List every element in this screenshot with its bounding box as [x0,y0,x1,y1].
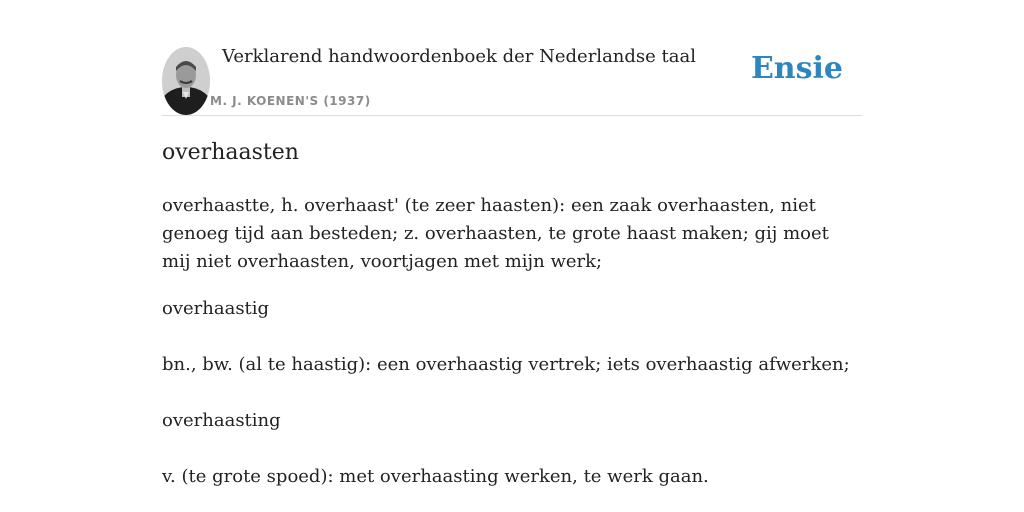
book-subtitle: M. J. KOENEN'S (1937) [210,94,371,108]
book-title: Verklarend handwoordenboek der Nederlandse taal [222,46,696,67]
subentry-term: overhaasting [162,410,281,431]
dictionary-header [162,0,862,116]
entry-definition: overhaastte, h. overhaast' (te zeer haasten): een zaak overhaasten, niet genoeg tijd aan besteden; z. overhaasten, te grote haast maken; gij moet mij niet overhaasten, voortjagen met mijn werk; [162,195,829,272]
page-container [162,0,862,487]
subentry-definition: bn., bw. (al te haastig): een overhaastig vertrek; iets overhaastig afwerken; [162,354,850,375]
entry-headword: overhaasten [162,140,299,165]
author-portrait-icon [162,47,210,115]
ensie-logo-link[interactable]: Ensie [750,51,843,86]
subentry-definition: v. (te grote spoed): met overhaasting werken, te werk gaan. [162,466,709,487]
subentry-term: overhaastig [162,298,270,319]
